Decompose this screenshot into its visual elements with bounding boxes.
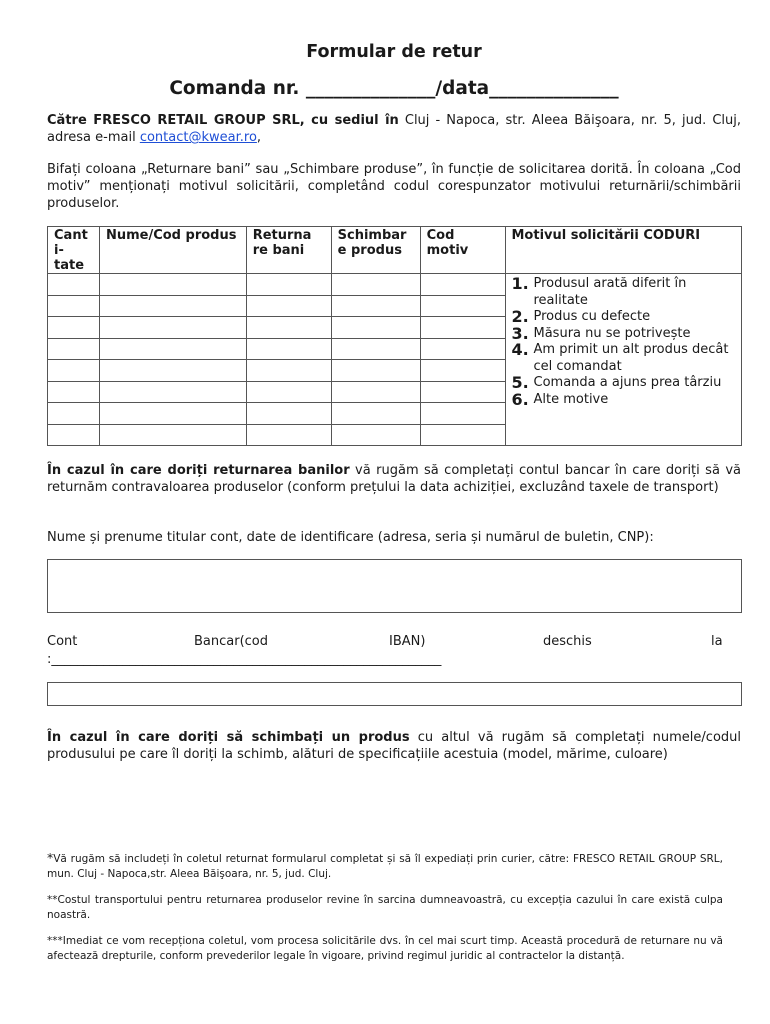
quantity-cell[interactable] [48,317,100,339]
exchange-cell[interactable] [331,424,420,446]
refund-text: vă rugăm să completați contul bancar în care doriți să vă returnăm contravaloarea produselor (conform prețului la data achiziției, excluzând taxele de transport) [47,463,742,495]
refund-cell[interactable] [246,381,331,403]
reason-code-item [511,323,736,343]
iban-underline: :____________________________________________________________ [47,652,442,667]
code-text: Produs cu defecte [533,309,651,324]
code-number: 2. [511,307,529,326]
product-name-cell[interactable] [99,295,246,317]
reason-code-cell[interactable] [420,338,505,360]
footnote-1-text: Vă rugăm să includeți în coletul returnat formularul completat și să îl expediați prin curier, către: FRESCO RETAIL GROUP SRL, mun. Cluj - Napoca,str. Aleea Băişoara, nr. 5, jud. Cluj. [47,853,723,880]
reason-code-cell[interactable] [420,403,505,425]
quantity-cell[interactable] [48,403,100,425]
quantity-cell[interactable] [48,338,100,360]
code-text: Produsul arată diferit în realitate [533,276,687,308]
refund-cell[interactable] [246,295,331,317]
footnote-2: **Costul transportului pentru returnarea produselor revine în sarcina dumneavoastră, cu excepția cazului în care există culpa noastră. [47,894,723,921]
product-name-cell[interactable] [99,274,246,296]
refund-cell[interactable] [246,338,331,360]
recipient-paragraph [47,112,741,146]
email-comma: , [256,130,262,145]
iban-word: Bancar(cod [194,634,269,649]
exchange-cell[interactable] [331,360,420,382]
refund-paragraph [47,462,741,496]
header-quantity: Cant i- tate [48,227,100,274]
header-product-name: Nume/Cod produs [99,227,246,274]
reason-code-item [512,375,736,392]
exchange-cell[interactable] [331,274,420,296]
footnote-star: * [47,850,54,865]
reason-code-cell[interactable] [420,274,505,296]
reason-code-item [512,342,736,375]
code-number: 5. [511,373,529,392]
refund-cell[interactable] [246,360,331,382]
code-number: 6. [511,389,529,409]
exchange-heading: În cazul în care doriți să schimbați un produs [47,730,410,745]
reason-code-cell[interactable] [420,360,505,382]
footnote-3: ***Imediat ce vom recepționa coletul, vom procesa solicitările dvs. în cel mai scurt timp. Această procedură de returnare nu vă afectează drepturile, conform prevederilor legale în vigoare, privind regimul juridic al contractelor la distanță. [47,935,723,962]
quantity-cell[interactable] [48,424,100,446]
reason-code-cell[interactable] [420,317,505,339]
code-number: 4. [511,340,529,359]
order-number-line: Comanda nr. ______________/data______________ [169,78,619,99]
code-text: Am primit un alt produs decât cel comandat [533,342,729,374]
return-products-table [47,226,742,446]
iban-word: deschis [543,634,592,649]
iban-field[interactable] [47,682,742,706]
code-number: 1. [511,274,529,293]
reason-code-item [512,276,736,309]
table-row [48,274,742,296]
reason-codes-list [505,274,742,446]
reason-code-cell[interactable] [420,381,505,403]
quantity-cell[interactable] [48,381,100,403]
iban-word: la [711,634,723,649]
refund-cell[interactable] [246,424,331,446]
exchange-cell[interactable] [331,338,420,360]
quantity-cell[interactable] [48,295,100,317]
reason-code-cell[interactable] [420,424,505,446]
refund-cell[interactable] [246,317,331,339]
quantity-cell[interactable] [48,274,100,296]
header-refund: Returna re bani [246,227,331,274]
product-name-cell[interactable] [99,403,246,425]
reason-code-cell[interactable] [420,295,505,317]
product-name-cell[interactable] [99,317,246,339]
exchange-text: cu altul vă rugăm să completați numele/codul produsului pe care îl doriți la schimb, alături de specificațiile acestuia (model, mărime, culoare) [47,730,741,762]
email-link[interactable]: contact@kwear.ro [139,130,257,145]
iban-word: Cont [47,634,78,649]
code-text: Comanda a ajuns prea târziu [533,375,722,390]
form-title: Formular de retur [306,42,482,62]
refund-cell[interactable] [246,274,331,296]
refund-heading: În cazul în care doriți returnarea banilor [47,463,350,478]
product-name-cell[interactable] [99,381,246,403]
table-header-row [48,227,742,274]
product-name-cell[interactable] [99,360,246,382]
footnote-1 [47,850,723,882]
product-name-cell[interactable] [99,338,246,360]
instructions-paragraph: Bifați coloana „Returnare bani” sau „Schimbare produse”, în funcție de solicitarea dorită. În coloana „Cod motiv” menționați motivul solicitării, completând codul corespunzator motivului returnării/schimbării produselor. [47,162,741,211]
exchange-cell[interactable] [331,381,420,403]
recipient-company: Către FRESCO RETAIL GROUP SRL, cu sediul în [47,113,399,128]
reason-code-item [512,309,736,326]
exchange-cell[interactable] [331,403,420,425]
account-holder-label: Nume și prenume titular cont, date de identificare (adresa, seria și numărul de buletin, CNP): [47,530,654,545]
exchange-cell[interactable] [331,317,420,339]
quantity-cell[interactable] [48,360,100,382]
refund-cell[interactable] [246,403,331,425]
code-number: 3. [511,323,529,343]
product-name-cell[interactable] [99,424,246,446]
code-text: Alte motive [533,391,609,407]
iban-word: IBAN) [389,634,426,649]
header-exchange: Schimbar e produs [331,227,420,274]
code-text: Măsura nu se potrivește [533,325,691,341]
exchange-paragraph [47,729,741,763]
recipient-address: Cluj - Napoca, str. Aleea Băişoara, nr. 5, jud. Cluj, adresa e-mail [47,113,741,145]
exchange-cell[interactable] [331,295,420,317]
account-holder-field[interactable] [47,559,742,613]
reason-code-item [511,389,736,409]
header-reason-code: Cod motiv [420,227,505,274]
header-reason-codes: Motivul solicitării CODURI [505,227,742,274]
